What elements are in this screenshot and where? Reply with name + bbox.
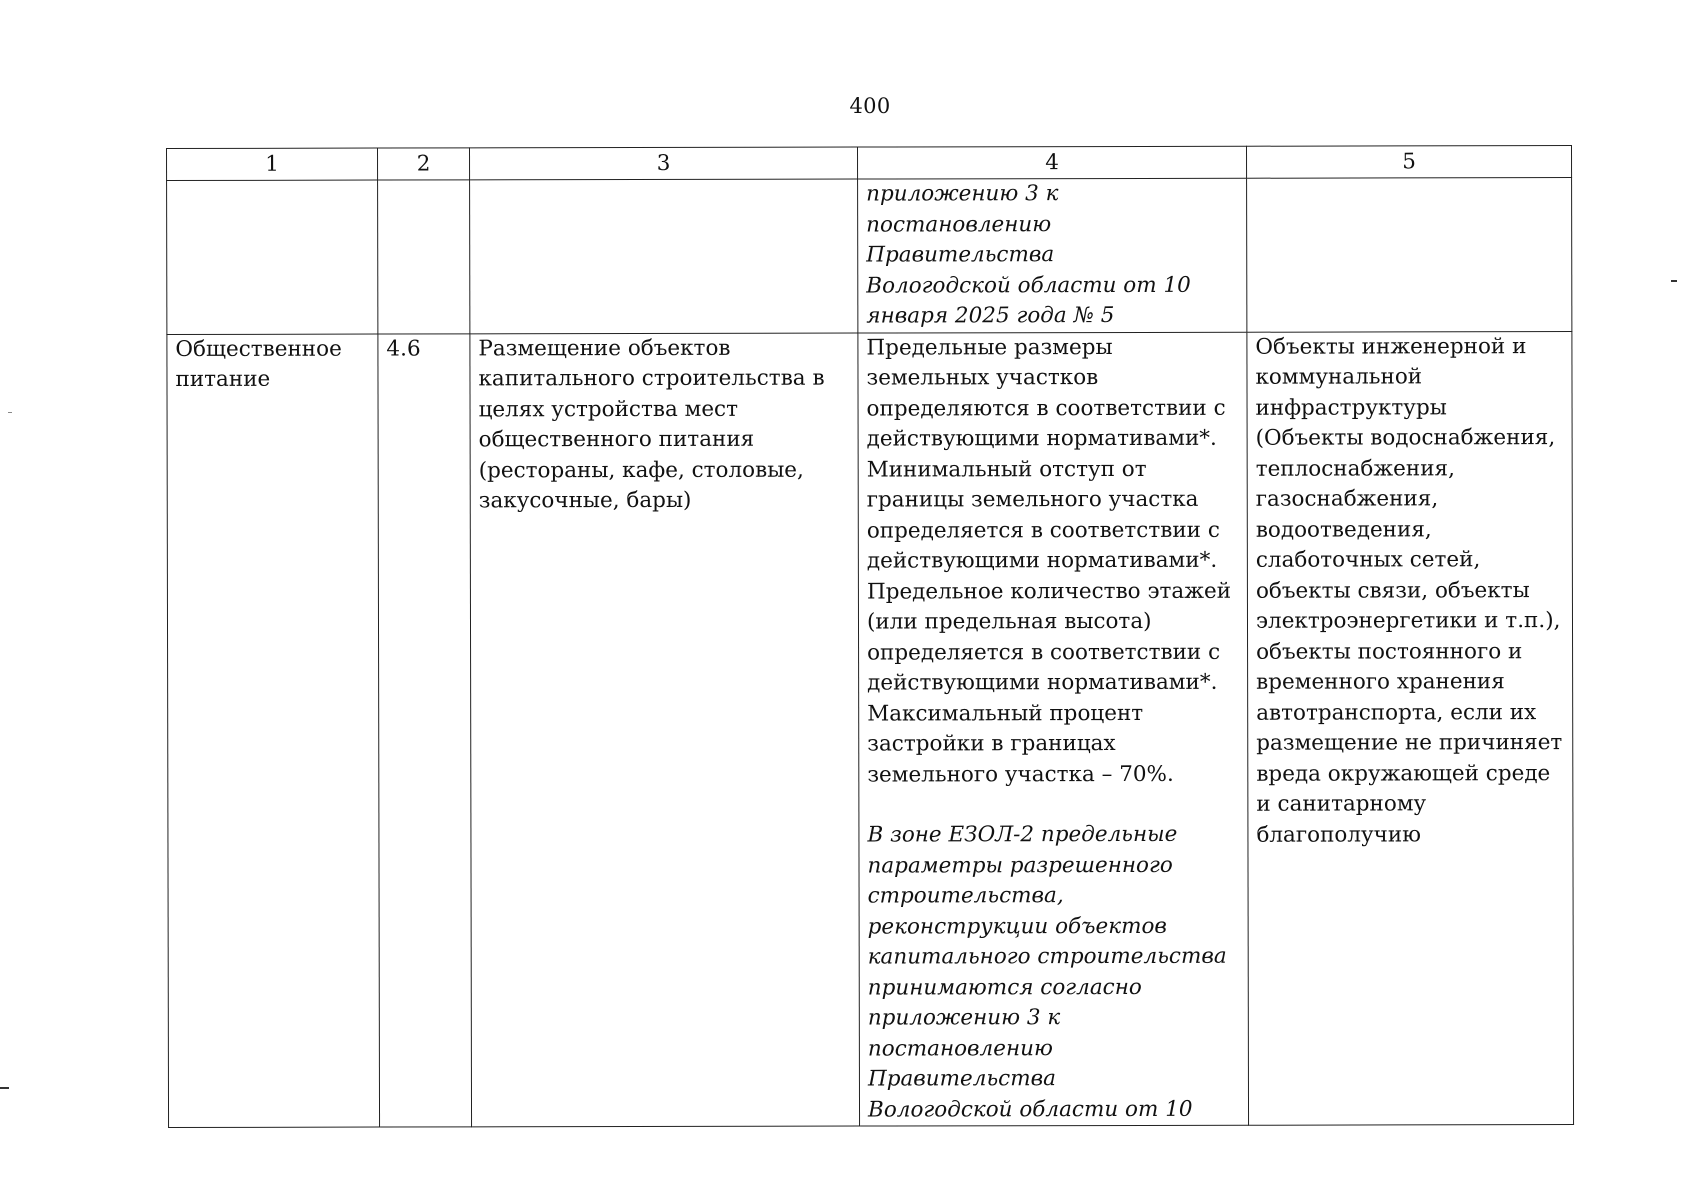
page-number: 400 [849, 94, 891, 118]
empty-cell [378, 180, 470, 334]
parameters-italic-text: В зоне ЕЗОЛ-2 предельные параметры разрешенного строительства, реконструкции объектов капитального строительства принимаются согласно приложению 3 к постановлению Правительства Вологодской области от 10 [867, 821, 1227, 1123]
column-header-5: 5 [1246, 146, 1571, 179]
zoning-table [166, 145, 1574, 1128]
use-code-cell [378, 333, 472, 1127]
column-header-1: 1 [167, 148, 378, 180]
use-code-text: 4.6 [386, 335, 421, 362]
column-header-2: 2 [378, 148, 470, 180]
auxiliary-uses-cell [1247, 331, 1574, 1125]
scan-artifact [8, 412, 12, 413]
empty-cell [1247, 178, 1572, 332]
auxiliary-uses-text: Объекты инженерной и коммунальной инфраструктуры (Объекты водоснабжения, теплоснабжения, газоснабжения, водоотведения, слаботочных сетей, объекты связи, объекты электроэнергетики и т.п.), объекты постоянного и временного хранения автотранспорта, если их размещение не причиняет вреда окружающей среде и санитарному благополучию [1255, 333, 1563, 848]
continuation-parameters-text: приложению 3 к постановлению Правительства Вологодской области от 10 января 2025 года № 5 [866, 181, 1191, 329]
use-description-text: Размещение объектов капитального строительства в целях устройства мест общественного питания (рестораны, кафе, столовые, закусочные, бары) [478, 335, 825, 514]
use-name-cell [167, 334, 380, 1128]
column-header-4: 4 [857, 146, 1246, 179]
parameters-text: Предельные размеры земельных участков определяются в соответствии с действующими нормативами*. Минимальный отступ от границы земельного участка определяется в соответствии с действующими нормативами*. Предельное количество этажей (или предельная высота) определяется в соответствии с действующими нормативами*. Максимальный процент застройки в границах земельного участка – 70%. [866, 334, 1232, 788]
table-row [167, 331, 1574, 1127]
continuation-parameters-cell [858, 178, 1247, 332]
scan-artifact [1671, 280, 1677, 282]
header-row [167, 146, 1572, 181]
empty-cell [470, 179, 858, 333]
use-name-text: Общественное питание [175, 336, 342, 392]
paragraph-gap [867, 790, 1239, 821]
scan-artifact [0, 1087, 9, 1089]
continuation-row [167, 178, 1572, 334]
empty-cell [167, 180, 378, 334]
column-header-3: 3 [470, 147, 858, 180]
use-description-cell [470, 333, 860, 1127]
parameters-cell [858, 332, 1249, 1126]
